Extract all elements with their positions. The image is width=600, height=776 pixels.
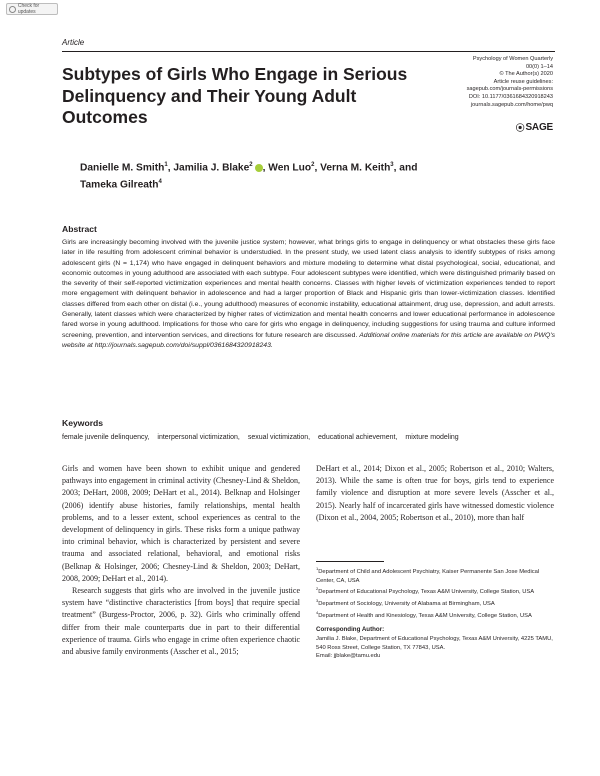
affiliation-text: Department of Health and Kinesiology, Texas A&M University, College Station, USA: [318, 612, 532, 619]
keyword: female juvenile delinquency,: [62, 434, 150, 441]
reuse-guidelines-label: Article reuse guidelines:: [493, 78, 553, 85]
keywords-heading: Keywords: [62, 418, 104, 428]
abstract-body: [62, 238, 555, 351]
body-column-left: [62, 463, 300, 658]
keyword: sexual victimization,: [247, 434, 311, 441]
copyright: © The Author(s) 2020: [499, 71, 553, 78]
corresponding-author-address: Jamilia J. Blake, Department of Educational Psychology, Texas A&M University, 4225 TAMU, 540 Ross Street, College Station, TX 77843, USA.: [316, 635, 553, 651]
affiliation-marker: 1: [164, 162, 168, 168]
author-list: [80, 158, 480, 193]
publisher-logo: [516, 121, 553, 134]
paper-title: Subtypes of Girls Who Engage in Serious Delinquency and Their Young Adult Outcomes: [62, 64, 408, 127]
author-name: , Wen Luo: [262, 162, 312, 174]
affiliations: [316, 565, 555, 661]
body-paragraph: Girls and women have been shown to exhibit unique and gendered pathways into engagement in criminal activity (Chesney-Lind & Sheldon, 2003; DeHart, 2008, 2009; DeHart et al., 2014). Belknap and Holsinger (2006) identify abuse histories, family relationships, mental health problems, and to a lesser extent, school experiences as central to the development of delinquency in girls. These risks form a unique pathway into criminal behavior, which is characterized by persistent and severe trauma and associated relational, behavioral, and emotional risks (Belknap & Holsinger, 2006; Chesney-Lind & Sheldon, 2003; DeHart, 2008, 2009; DeHart et al., 2014).: [62, 464, 300, 583]
badge-label: Check for updates: [17, 3, 40, 15]
affiliation-marker: 2: [249, 162, 253, 168]
keyword: mixture modeling: [405, 434, 459, 441]
keyword: interpersonal victimization,: [157, 434, 240, 441]
corresponding-author-heading: Corresponding Author:: [316, 626, 385, 634]
affiliation-item: [316, 585, 555, 597]
orcid-icon[interactable]: [255, 164, 263, 172]
author-name: Tameka Gilreath: [80, 179, 159, 191]
journal-info: [403, 56, 553, 109]
footnote-number: 1: [316, 566, 319, 571]
permissions-link[interactable]: sagepub.com/journals-permissions: [466, 86, 553, 93]
affiliation-text: Department of Sociology, University of Alabama at Birmingham, USA: [318, 600, 495, 607]
body-paragraph: Research suggests that girls who are involved in the juvenile justice system have “distinctive characteristics [from boys] that require special treatment” (Burgess-Proctor, 2006, p. 32). Girls who criminally offend differ from their male counterparts due in part to their differential experience of trauma. Girls who engage in crime often experience chaotic and abusive family environments (Asscher et al., 2015;: [62, 586, 300, 657]
footnote-number: 2: [316, 586, 319, 592]
footnote-number: 4: [316, 609, 319, 615]
body-column-right: [316, 463, 554, 524]
affiliation-item: [316, 609, 555, 621]
body-paragraph: DeHart et al., 2014; Dixon et al., 2005; Robertson et al., 2010; Walters, 2013). While the same is often true for boys, girls tend to experience family violence and disruption at more severe levels (Asscher et al., 2015). Nearly half of incarcerated girls have witnessed domestic violence (Dixon et al., 2004, 2005; Robertson et al., 2010), more than half: [316, 464, 554, 522]
author-name: , Verna M. Keith: [314, 162, 391, 174]
doi[interactable]: DOI: 10.1177/0361684320918243: [468, 93, 553, 100]
header-divider: [62, 51, 555, 52]
sage-symbol-icon: ⦿: [515, 123, 525, 133]
author-conjunction: , and: [393, 162, 418, 174]
affiliation-marker: 2: [311, 162, 315, 168]
footnote-divider: [316, 561, 384, 562]
affiliation-marker: 4: [158, 179, 162, 186]
supplement-note[interactable]: Additional online materials for this article are available on PWQ's website at http://journals.sagepub.com/doi/suppl/0361684320918243.: [62, 331, 556, 349]
abstract-text: Girls are increasingly becoming involved with the juvenile justice system; however, what brings girls to engage in delinquency or what obstacles these girls face later in life resulting from adolescent criminal behavior is understudied. In the present study, we used latent class analysis to identify subtypes of risks among adolescent girls (N = 1,174) who have engaged in delinquent behaviors and mixture modeling to determine what distal psychological, social, educational, and economic outcomes in young adulthood are associated with each subtype. Four adolescent subtypes were identified, which were distinguished primarily based on the severity of their self-reported victimization experiences and mental health concerns. Classes with higher levels of victimization experiences tended to report more engagement with delinquent behavior in adolescence and had a larger proportion of Black and Hispanic girls than lower-victimization classes. Identified classes differed from each other on distal (i.e., young adulthood) measures of economic instability, educational attainment, drug use, depression, and adult arrests. Generally, latent classes which were characterized by higher rates of victimization and mental health concerns and lower educational performance in adolescence fared worse in young adulthood. Implications for those who care for girls who engage in delinquency, including suggestions for using trauma and culture informed screening, prevention, and intervention services, and directions for future research are discussed.: [62, 239, 555, 339]
corresponding-author-email[interactable]: Email: jjblake@tamu.edu: [316, 653, 381, 660]
author-name: Danielle M. Smith: [80, 162, 165, 174]
journal-home-link[interactable]: journals.sagepub.com/home/pwq: [470, 101, 553, 108]
footnote-number: 3: [316, 597, 319, 603]
affiliation-marker: 3: [390, 162, 394, 168]
affiliation-text: Department of Educational Psychology, Texas A&M University, College Station, USA: [318, 589, 535, 596]
affiliation-text: Department of Child and Adolescent Psychiatry, Kaiser Permanente San Jose Medical Center, CA, USA: [316, 568, 540, 584]
refresh-icon: [9, 6, 16, 13]
author-name: , Jamilia J. Blake: [167, 162, 250, 174]
abstract-heading: Abstract: [62, 224, 97, 234]
publisher-name: SAGE: [525, 122, 553, 133]
journal-volume: 00(0) 1–14: [525, 63, 553, 70]
affiliation-item: [316, 565, 555, 585]
check-for-updates-badge[interactable]: [6, 3, 58, 15]
keywords-list: [62, 433, 555, 443]
affiliation-item: [316, 597, 555, 609]
journal-name: Psychology of Women Quarterly: [472, 56, 553, 62]
keyword: educational achievement,: [318, 434, 398, 441]
article-type-label: Article: [62, 38, 85, 47]
